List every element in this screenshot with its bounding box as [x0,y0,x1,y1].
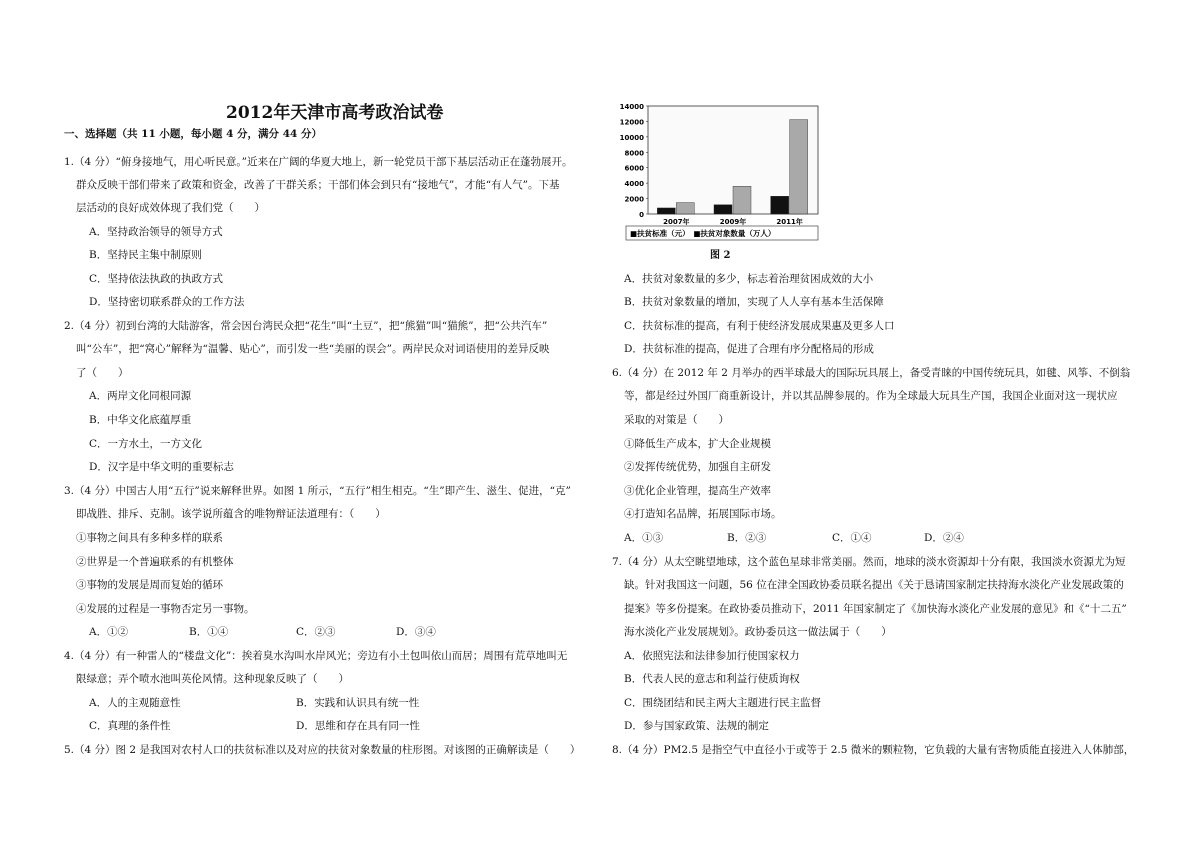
q3-option-c: C．②③ [296,626,336,638]
q6-option-c: C．①④ [832,532,872,544]
q3-option-d: D．③④ [396,626,436,638]
right-text-line: A．依照宪法和法律参加行使国家权力 [624,650,800,662]
bar-count [676,203,694,214]
right-text-line: ③优化企业管理，提高生产效率 [624,485,771,497]
bar-count [790,120,808,214]
q4-option-c: C．真理的条件性 [89,720,171,732]
left-text-line: 群众反映干部们带来了政策和资金，改善了干群关系；干部们体会到只有“接地气”，才能“有人气”。下基 [76,179,560,191]
q4-option-d: D．思维和存在具有同一性 [296,720,420,732]
left-text-line: D．坚持密切联系群众的工作方法 [89,296,245,308]
left-text-line: D．汉字是中华文明的重要标志 [89,461,234,473]
bar-standard [657,208,675,214]
y-tick-label: 0 [639,211,644,219]
left-text-line: 即战胜、排斥、克制。该学说所蕴含的唯物辩证法道理有：（ ） [76,508,386,520]
left-text-line: 2.（4 分）初到台湾的大陆游客，常会因台湾民众把“花生”叫“土豆”，把“熊猫”叫“猫熊”，把“公共汽车” [64,320,548,332]
left-text-line: C．坚持依法执政的执政方式 [89,273,224,285]
x-tick-label: 2009年 [719,218,747,226]
y-tick-label: 14000 [619,103,644,111]
legend-text: ■扶贫标准（元） ■扶贫对象数量（万人） [630,229,776,238]
left-text-line: 层活动的良好成效体现了我们党（ ） [76,202,265,214]
left-text-line: 了（ ） [76,367,129,379]
left-text-line: ④发展的过程是一事物否定另一事物。 [76,603,255,615]
left-text-line: C．一方水土，一方文化 [89,438,203,450]
right-text-line: 采取的对策是（ ） [624,414,729,426]
left-text-line: ①事物之间具有多种多样的联系 [76,532,223,544]
page-title: 2012年天津市高考政治试卷 [226,103,444,123]
left-text-line: A．两岸文化同根同源 [89,390,192,402]
left-text-line: B．坚持民主集中制原则 [89,249,202,261]
y-tick-label: 10000 [619,133,644,142]
right-text-line: ④打造知名品牌，拓展国际市场。 [624,508,782,520]
q4-option-a: A．人的主观随意性 [89,697,181,709]
left-text-line: 4.（4 分）有一种雷人的“楼盘文化”：挨着臭水沟叫水岸风光；旁边有小土包叫依山而居；周围有荒草地叫无 [64,650,568,662]
right-text-line: 等，都是经过外国厂商重新设计，并以其品牌参展的。作为全球最大玩具生产国，我国企业面对这一现状应 [624,390,1118,402]
right-text-line: 6.（4 分）在 2012 年 2 月举办的西半球最大的国际玩具展上，备受青睐的中国传统玩具，如毽、风筝、不倒翁 [612,367,1131,379]
right-text-line: B．代表人民的意志和利益行使质询权 [624,673,800,685]
right-text-line: ②发挥传统优势，加强自主研发 [624,461,771,473]
right-text-line: A．扶贫对象数量的多少，标志着治理贫困成效的大小 [624,273,874,285]
right-text-line: 缺。针对我国这一问题，56 位在津全国政协委员联名提出《关于恳请国家制定扶持海水淡化产业发展政策的 [624,579,1124,591]
right-text-line: D．参与国家政策、法规的制定 [624,720,769,732]
right-text-line: 8.（4 分）PM2.5 是指空气中直径小于或等于 2.5 微米的颗粒物，它负载的大量有害物质能直接进入人体肺部， [612,744,1135,756]
bar-count [733,186,751,214]
left-text-line: 限绿意；弄个喷水池叫英伦风情。这种现象反映了（ ） [76,673,349,685]
right-text-line: 提案》等多份提案。在政协委员推动下，2011 年国家制定了《加快海水淡化产业发展的意见》和《“十二五” [624,603,1127,615]
left-text-line: A．坚持政治领导的领导方式 [89,226,223,238]
left-text-line: 1.（4 分）“俯身接地气，用心听民意。”近来在广阔的华夏大地上，新一轮党员干部下基层活动正在蓬勃展开。 [64,156,573,168]
right-text-line: C．围绕团结和民主两大主题进行民主监督 [624,697,822,709]
left-text-line: ③事物的发展是周而复始的循环 [76,579,223,591]
right-text-line: 海水淡化产业发展规划》。政协委员这一做法属于（ ） [624,626,892,638]
q6-option-d: D．②④ [924,532,964,544]
y-tick-label: 12000 [619,118,644,127]
bar-standard [771,196,789,214]
left-text-line: B．中华文化底蕴厚重 [89,414,192,426]
y-tick-label: 8000 [624,149,644,158]
q3-option-b: B．①④ [189,626,229,638]
section-heading: 一、选择题（共 11 小题，每小题 4 分，满分 44 分） [64,128,322,140]
q6-option-a: A．①③ [624,532,664,544]
x-tick-label: 2007年 [663,218,690,226]
right-text-line: C．扶贫标准的提高，有利于使经济发展成果惠及更多人口 [624,320,895,332]
bar-chart-figure-2 [612,96,827,264]
right-text-line: D．扶贫标准的提高，促进了合理有序分配格局的形成 [624,343,874,355]
x-tick-label: 2011年 [776,218,803,226]
q3-option-a: A．①② [89,626,129,638]
right-text-line: ①降低生产成本，扩大企业规模 [624,438,771,450]
right-text-line: 7.（4 分）从太空眺望地球，这个蓝色星球非常美丽。然而，地球的淡水资源却十分有限，我国淡水资源尤为短 [612,556,1126,568]
q6-option-b: B．②③ [727,532,767,544]
y-tick-label: 2000 [624,195,644,204]
q4-option-b: B．实践和认识具有统一性 [296,697,420,709]
bar-standard [714,205,732,214]
left-text-line: 5.（4 分）图 2 是我国对农村人口的扶贫标准以及对应的扶贫对象数量的柱形图。对该图的正确解读是（ ） [64,744,581,756]
right-text-line: B．扶贫对象数量的增加，实现了人人享有基本生活保障 [624,296,884,308]
figure-label: 图 2 [710,250,731,261]
y-tick-label: 6000 [624,164,644,173]
left-text-line: 3.（4 分）中国古人用“五行”说来解释世界。如图 1 所示，“五行”相生相克。“生”即产生、滋生、促进，“克” [64,485,571,497]
left-text-line: ②世界是一个普遍联系的有机整体 [76,556,234,568]
left-text-line: 叫“公车”，把“窝心”解释为“温馨、贴心”，而引发一些“美丽的误会”。两岸民众对词语使用的差异反映 [76,343,550,355]
y-tick-label: 4000 [624,180,644,189]
